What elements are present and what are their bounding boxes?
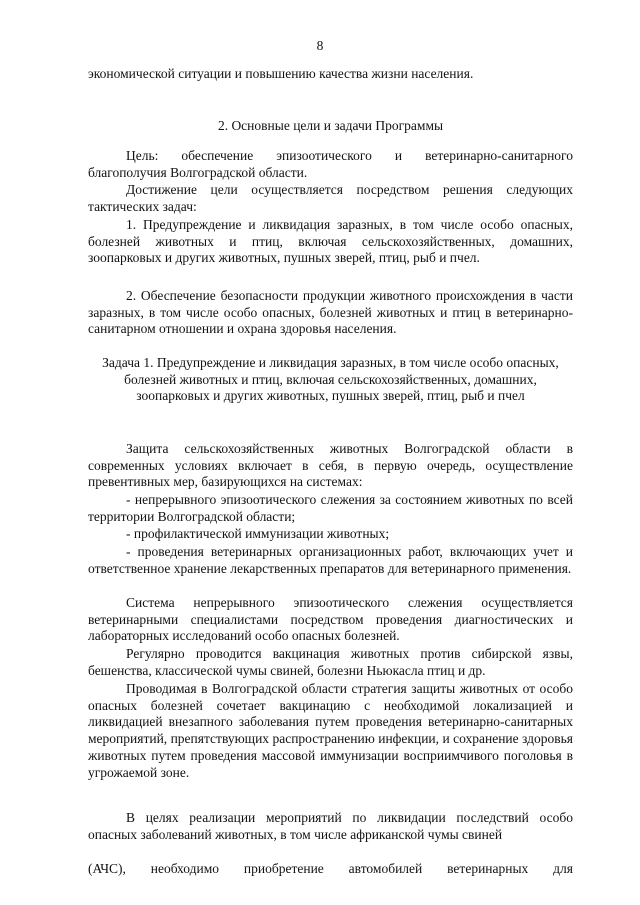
- page-number: 8: [316, 38, 324, 53]
- system-item: - непрерывного эпизоотического слежения за состоянием животных по всей территории Волгоградской области;: [88, 492, 573, 524]
- consequences-paragraph-line: В целях реализации мероприятий по ликвидации последствий особо опасных заболеваний животных, в том числе африканской чумы свиней: [88, 810, 573, 842]
- protection-paragraph: Защита сельскохозяйственных животных Волгоградской области в современных условиях включает в себя, в первую очередь, осуществление превентивных мер, базирующихся на системах:: [88, 441, 573, 490]
- monitoring-paragraph: Система непрерывного эпизоотического слежения осуществляется ветеринарными специалистами посредством проведения диагностических и лабораторных исследований особо опасных болезней.: [88, 595, 573, 644]
- consequences-paragraph-line: (АЧС), необходимо приобретение автомобилей ветеринарных для: [88, 861, 573, 876]
- strategy-paragraph: Проводимая в Волгоградской области стратегия защиты животных от особо опасных болезней сочетает вакцинацию с необходимой локализацией и ликвидацией внезапного заболевания путем проведения ветеринарно-санитарных мероприятий, препятствующих распространению инфекции, и сохранение здоровья животных путем проведения массовой иммунизации восприимчивого поголовья в угрожаемой зоне.: [88, 681, 573, 780]
- task-list-item: 1. Предупреждение и ликвидация заразных, в том числе особо опасных, болезней животных и птиц, включая сельскохозяйственных, домашних, зоопарковых и других животных, пушных зверей, птиц, рыб и пчел.: [88, 217, 573, 266]
- continuation-text: экономической ситуации и повышению качества жизни населения.: [88, 66, 474, 81]
- goal-paragraph: Цель: обеспечение эпизоотического и ветеринарно-санитарного благополучия Волгоградской области.: [88, 148, 573, 180]
- section-heading: 2. Основные цели и задачи Программы: [217, 118, 444, 133]
- task1-heading: Задача 1. Предупреждение и ликвидация заразных, в том числе особо опасных, болезней животных и птиц, включая сельскохозяйственных, домашних, зоопарковых и других животных, пушных зверей, птиц, рыб и пчел: [102, 355, 559, 404]
- task-list-item: 2. Обеспечение безопасности продукции животного происхождения в части заразных, в том числе особо опасных, болезней животных и птиц в ветеринарно-санитарном отношении и охрана здоровья населения.: [88, 288, 573, 337]
- system-item: - профилактической иммунизации животных;: [126, 526, 390, 541]
- vaccination-paragraph: Регулярно проводится вакцинация животных против сибирской язвы, бешенства, классической чумы свиней, болезни Ньюкасла птиц и др.: [88, 646, 573, 678]
- system-item: - проведения ветеринарных организационных работ, включающих учет и ответственное хранение лекарственных препаратов для ветеринарного применения.: [88, 544, 573, 576]
- achievement-paragraph: Достижение цели осуществляется посредством решения следующих тактических задач:: [88, 182, 573, 214]
